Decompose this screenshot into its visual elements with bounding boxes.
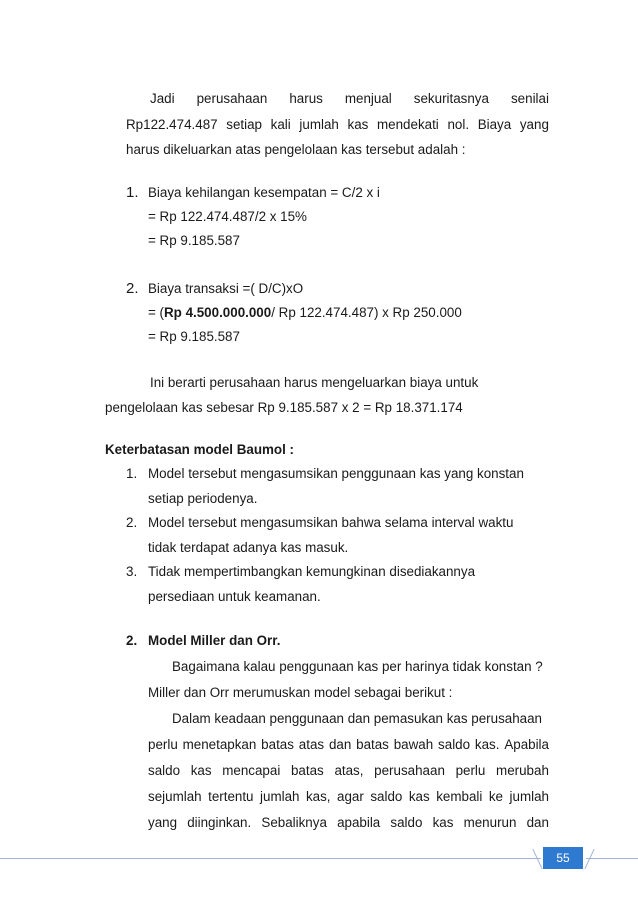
- word: merubah: [496, 763, 549, 778]
- limitation-1-line2: setiap periodenya.: [148, 491, 258, 506]
- limitation-2-number: 2.: [126, 515, 138, 530]
- miller-heading: Model Miller dan Orr.: [148, 633, 281, 648]
- word: atas,: [334, 763, 364, 778]
- word: Rp122.474.487: [126, 117, 218, 132]
- word: kembali: [436, 789, 483, 804]
- item2-line2-prefix: = (: [148, 305, 164, 320]
- word: sekuritasnya: [413, 91, 489, 106]
- word: setiap: [226, 117, 262, 132]
- item1-line1: Biaya kehilangan kesempatan = C/2 x i: [148, 185, 380, 200]
- footer-notch-right: [584, 849, 594, 869]
- word: saldo: [390, 815, 423, 830]
- limitation-2-line1: Model tersebut mengasumsikan bahwa selama interval waktu: [148, 515, 514, 530]
- word: perusahaan: [196, 91, 268, 106]
- item1-number: 1.: [126, 184, 139, 201]
- miller-number: 2.: [126, 633, 138, 648]
- word: senilai: [510, 91, 549, 106]
- miller-line7: [148, 815, 549, 831]
- word: menetapkan: [182, 737, 257, 752]
- miller-line4: [148, 737, 549, 753]
- word: saldo: [370, 789, 403, 804]
- limitation-1-line1: Model tersebut mengasumsikan penggunaan kas yang konstan: [148, 466, 524, 481]
- item1-line3: = Rp 9.185.587: [148, 233, 240, 248]
- word: Biaya: [477, 117, 512, 132]
- word: yang: [148, 815, 178, 830]
- word: saldo: [148, 763, 181, 778]
- word: diinginkan.: [187, 815, 252, 830]
- word: jumlah: [260, 789, 300, 804]
- word: kas: [190, 763, 212, 778]
- word: menurun: [463, 815, 517, 830]
- word: nol.: [447, 117, 470, 132]
- miller-line2: Miller dan Orr merumuskan model sebagai berikut :: [148, 685, 453, 700]
- word: menjual: [344, 91, 392, 106]
- word: tertentu: [208, 789, 254, 804]
- limitation-3-number: 3.: [126, 564, 138, 579]
- word: perusahaan: [374, 763, 445, 778]
- limitations-heading: Keterbatasan model Baumol :: [105, 442, 294, 457]
- para1-line1: [150, 91, 549, 107]
- miller-line6: [148, 789, 549, 805]
- word: kas,: [305, 789, 331, 804]
- para1-line3: harus dikeluarkan atas pengelolaan kas tersebut adalah :: [126, 142, 466, 157]
- para1-line2: [126, 117, 549, 133]
- word: kas: [408, 789, 430, 804]
- miller-line3: Dalam keadaan penggunaan dan pemasukan kas perusahaan: [172, 711, 543, 726]
- word: perlu: [148, 737, 178, 752]
- word: atas: [298, 737, 325, 752]
- word: kas: [347, 117, 369, 132]
- word: sejumlah: [148, 789, 202, 804]
- miller-line1: Bagaimana kalau penggunaan kas per harinya tidak konstan ?: [172, 659, 543, 674]
- item2-line2-suffix: / Rp 122.474.487) x Rp 250.000: [271, 305, 462, 320]
- para2-line2: pengelolaan kas sebesar Rp 9.185.587 x 2 = Rp 18.371.174: [105, 400, 463, 415]
- word: batas: [356, 737, 389, 752]
- item2-line3: = Rp 9.185.587: [148, 329, 240, 344]
- word: saldo: [438, 737, 471, 752]
- word: yang: [519, 117, 549, 132]
- page-number: 55: [543, 847, 583, 869]
- word: kas: [432, 815, 454, 830]
- word: bawah: [393, 737, 434, 752]
- item1-line2: = Rp 122.474.487/2 x 15%: [148, 209, 307, 224]
- item2-number: 2.: [126, 280, 139, 297]
- item2-line2: [148, 305, 462, 321]
- limitation-3-line1: Tidak mempertimbangkan kemungkinan disediakannya: [148, 564, 476, 579]
- limitation-1-number: 1.: [126, 466, 138, 481]
- word: mencapai: [222, 763, 281, 778]
- item2-line2-bold: Rp 4.500.000.000: [164, 305, 272, 320]
- item2-line1: Biaya transaksi =( D/C)xO: [148, 281, 304, 296]
- word: Sebaliknya: [261, 815, 327, 830]
- limitation-3-line2: persediaan untuk keamanan.: [148, 589, 321, 604]
- word: dan: [328, 737, 352, 752]
- word: ke: [488, 789, 504, 804]
- word: agar: [337, 789, 364, 804]
- word: apabila: [337, 815, 381, 830]
- miller-line5: [148, 763, 549, 779]
- word: batas: [261, 737, 294, 752]
- word: batas: [290, 763, 324, 778]
- footer-notch-left: [532, 849, 542, 869]
- word: mendekati: [377, 117, 439, 132]
- limitation-2-line2: tidak terdapat adanya kas masuk.: [148, 540, 349, 555]
- footer-rule-left: [0, 858, 541, 859]
- para2-line1: Ini berarti perusahaan harus mengeluarkan biaya untuk: [150, 375, 479, 390]
- word: dan: [526, 815, 549, 830]
- word: harus: [289, 91, 323, 106]
- word: jumlah: [299, 117, 339, 132]
- word: Jadi: [150, 91, 175, 106]
- word: perlu: [455, 763, 486, 778]
- footer-rule-right: [586, 858, 638, 859]
- word: jumlah: [509, 789, 549, 804]
- word: kali: [270, 117, 291, 132]
- word: Apabila: [504, 737, 549, 752]
- word: kas.: [474, 737, 500, 752]
